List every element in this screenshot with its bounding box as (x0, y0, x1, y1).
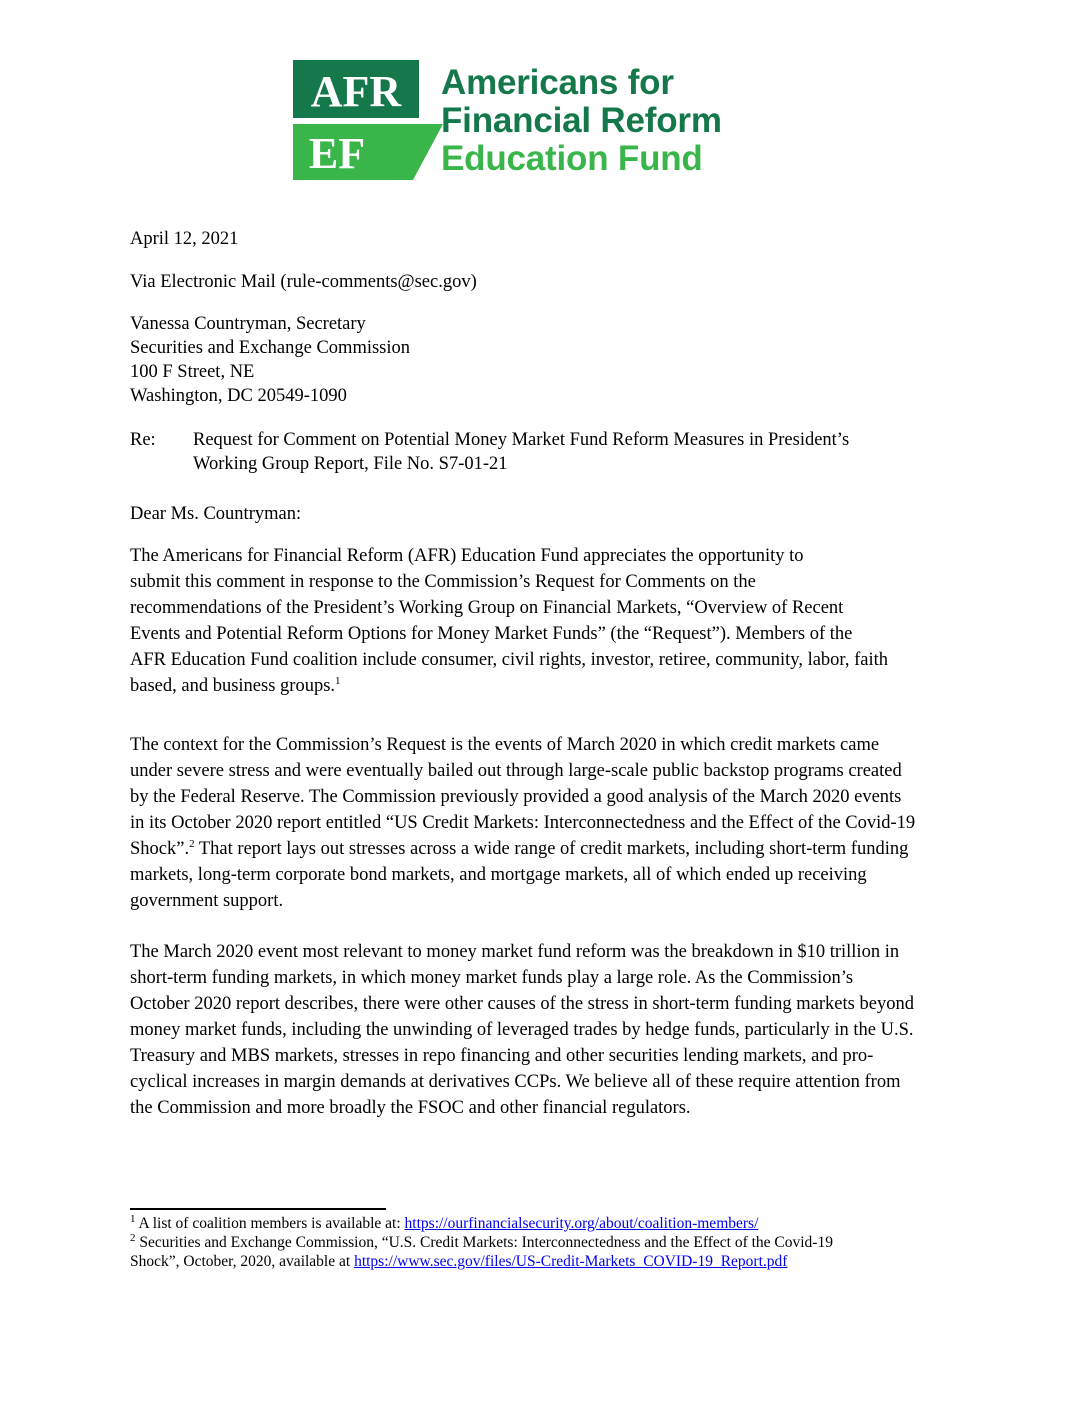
paragraph-line: The context for the Commission’s Request is the events of March 2020 in which credit markets came (130, 735, 880, 755)
paragraph-intro (130, 543, 960, 699)
logo-wordmark (441, 64, 722, 178)
footnote-ref-2[interactable]: 2 (189, 837, 195, 850)
paragraph-line: submit this comment in response to the Commission’s Request for Comments on the (130, 572, 756, 592)
footnote-number: 2 (130, 1231, 136, 1244)
paragraph-line: money market funds, including the unwinding of leveraged trades by hedge funds, particularly in the U.S. (130, 1020, 914, 1040)
paragraph-line: short-term funding markets, in which money market funds play a large role. As the Commission’s (130, 968, 854, 988)
letter-date: April 12, 2021 (130, 229, 239, 249)
coalition-members-link[interactable]: https://ourfinancialsecurity.org/about/coalition-members/ (404, 1215, 759, 1232)
delivery-method: Via Electronic Mail (rule-comments@sec.gov) (130, 272, 477, 292)
paragraph-line: based, and business groups. (130, 676, 336, 696)
paragraph-line: by the Federal Reserve. The Commission previously provided a good analysis of the March 2020 events (130, 787, 902, 807)
paragraph-line: Treasury and MBS markets, stresses in repo financing and other securities lending markets, and pro- (130, 1046, 874, 1066)
paragraph-line: October 2020 report describes, there were other causes of the stress in short-term funding markets beyond (130, 994, 914, 1014)
logo-line-1: Americans for (441, 63, 674, 102)
footnote-text: A list of coalition members is available at: (135, 1215, 405, 1232)
paragraph-line: The March 2020 event most relevant to money market fund reform was the breakdown in $10 trillion in (130, 942, 900, 962)
footnote-2-continued (130, 1252, 833, 1271)
paragraph-context (130, 732, 960, 914)
recipient-line: Securities and Exchange Commission (130, 338, 411, 358)
logo-line-3: Education Fund (441, 139, 703, 178)
footnote-text: Securities and Exchange Commission, “U.S. Credit Markets: Interconnectedness and the Effect of the Covid-19 (135, 1234, 833, 1251)
paragraph-line: the Commission and more broadly the FSOC and other financial regulators. (130, 1098, 691, 1118)
re-subject (193, 428, 849, 476)
recipient-address (130, 312, 410, 408)
footnote-text: Shock”, October, 2020, available at (130, 1253, 355, 1270)
afr-ef-logo-mark (293, 60, 443, 182)
logo-line-2: Financial Reform (441, 101, 722, 140)
re-subject-line: Request for Comment on Potential Money Market Fund Reform Measures in President’s (193, 430, 850, 450)
paragraph-line: cyclical increases in margin demands at derivatives CCPs. We believe all of these require attention from (130, 1072, 901, 1092)
recipient-line: Washington, DC 20549-1090 (130, 386, 347, 406)
paragraph-line: in its October 2020 report entitled “US Credit Markets: Interconnectedness and the Effect of the Covid-19 (130, 813, 916, 833)
salutation: Dear Ms. Countryman: (130, 504, 302, 524)
paragraph-line: under severe stress and were eventually bailed out through large-scale public backstop programs created (130, 761, 902, 781)
paragraph-line: Events and Potential Reform Options for Money Market Funds” (the “Request”). Members of the (130, 624, 853, 644)
re-subject-line: Working Group Report, File No. S7-01-21 (193, 454, 508, 474)
logo-mark-afr: AFR (310, 67, 402, 116)
re-label: Re: (130, 430, 156, 450)
footnotes (130, 1214, 833, 1271)
paragraph-line: AFR Education Fund coalition include consumer, civil rights, investor, retiree, community, labor, faith (130, 650, 889, 670)
paragraph-line: government support. (130, 891, 284, 911)
footnote-1 (130, 1214, 833, 1233)
paragraph-line: Shock”. (130, 839, 190, 859)
paragraph-line: recommendations of the President’s Working Group on Financial Markets, “Overview of Recent (130, 598, 844, 618)
paragraph-line: That report lays out stresses across a wide range of credit markets, including short-term funding (194, 839, 909, 859)
recipient-line: 100 F Street, NE (130, 362, 255, 382)
paragraph-line-with-footnote (130, 673, 960, 699)
paragraph-line: The Americans for Financial Reform (AFR) Education Fund appreciates the opportunity to (130, 546, 804, 566)
paragraph-analysis (130, 939, 960, 1121)
logo-mark-ef: EF (308, 129, 366, 178)
paragraph-line: markets, long-term corporate bond markets, and mortgage markets, all of which ended up receiving (130, 865, 867, 885)
recipient-line: Vanessa Countryman, Secretary (130, 314, 366, 334)
afr-ef-logo (293, 60, 813, 182)
footnote-divider (130, 1208, 386, 1210)
footnote-number: 1 (130, 1212, 136, 1225)
footnote-ref-1[interactable]: 1 (335, 674, 341, 687)
paragraph-line-with-footnote (130, 836, 960, 862)
sec-report-link[interactable]: https://www.sec.gov/files/US-Credit-Markets_COVID-19_Report.pdf (354, 1253, 788, 1270)
footnote-2 (130, 1233, 833, 1252)
